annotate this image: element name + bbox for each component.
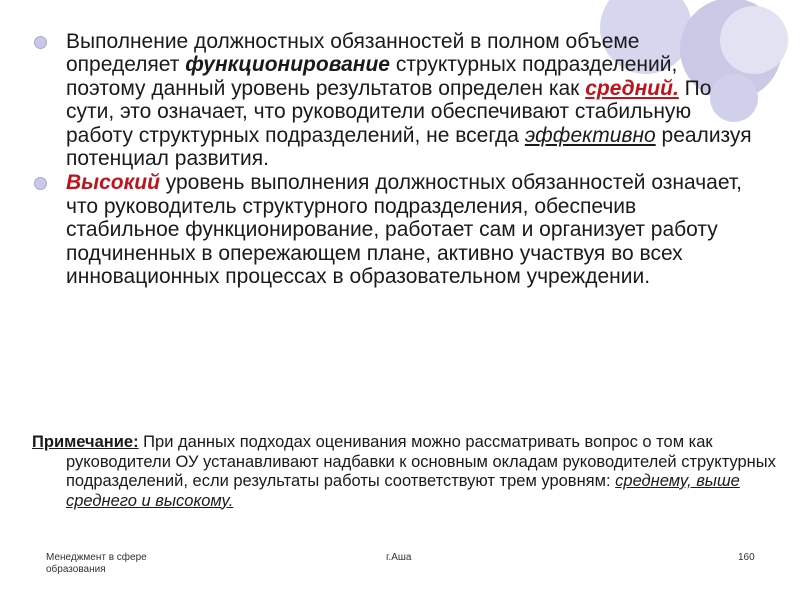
bullet-emphasis-underlined: эффективно bbox=[524, 123, 656, 147]
bullet-dot-icon bbox=[34, 177, 47, 190]
bullet-text: Выполнение должностных обязанностей в полном объеме определяет bbox=[66, 30, 640, 77]
footer-course-title: Менеджмент в сфере образования bbox=[46, 552, 147, 575]
note-text: При данных подходах оценивания можно рассматривать вопрос о том как руководители ОУ устанавливают надбавки к основным окладам руководителей структурных подразделений, если результаты работы соответствуют трем уровням: bbox=[66, 433, 776, 490]
note-emphasis: среднему, выше среднего и высокому. bbox=[66, 472, 740, 510]
note-label: Примечание: bbox=[32, 433, 139, 451]
bullet-text: структурных подразделений, поэтому данный уровень результатов определен как bbox=[66, 53, 678, 100]
bullet-text: реализуя потенциал развития. bbox=[66, 123, 752, 171]
bullet-emphasis-red: Высокий bbox=[66, 171, 160, 195]
bullet-emphasis: функционирование bbox=[185, 53, 390, 77]
bullet-text: уровень выполнения должностных обязанностей означает, что руководитель структурного подразделения, обеспечив стабильное функционирование, работает сам и организует работу подчиненных в опережающем плане, активно участвуя во всех инновационных процессах в образовательном учреждении. bbox=[66, 171, 742, 289]
footer-page-number: 160 bbox=[738, 552, 755, 563]
bullet-item-medium-level bbox=[32, 30, 752, 170]
bullet-text: По сути, это означает, что руководители обеспечивают стабильную работу структурных подразделений, не всегда bbox=[66, 76, 712, 147]
note-paragraph bbox=[32, 433, 800, 511]
bullet-list bbox=[32, 30, 752, 289]
bullet-item-high-level bbox=[32, 171, 752, 288]
bullet-emphasis-red: средний. bbox=[585, 76, 679, 100]
bullet-dot-icon bbox=[34, 36, 47, 49]
footer-location: г.Аша bbox=[386, 552, 412, 563]
